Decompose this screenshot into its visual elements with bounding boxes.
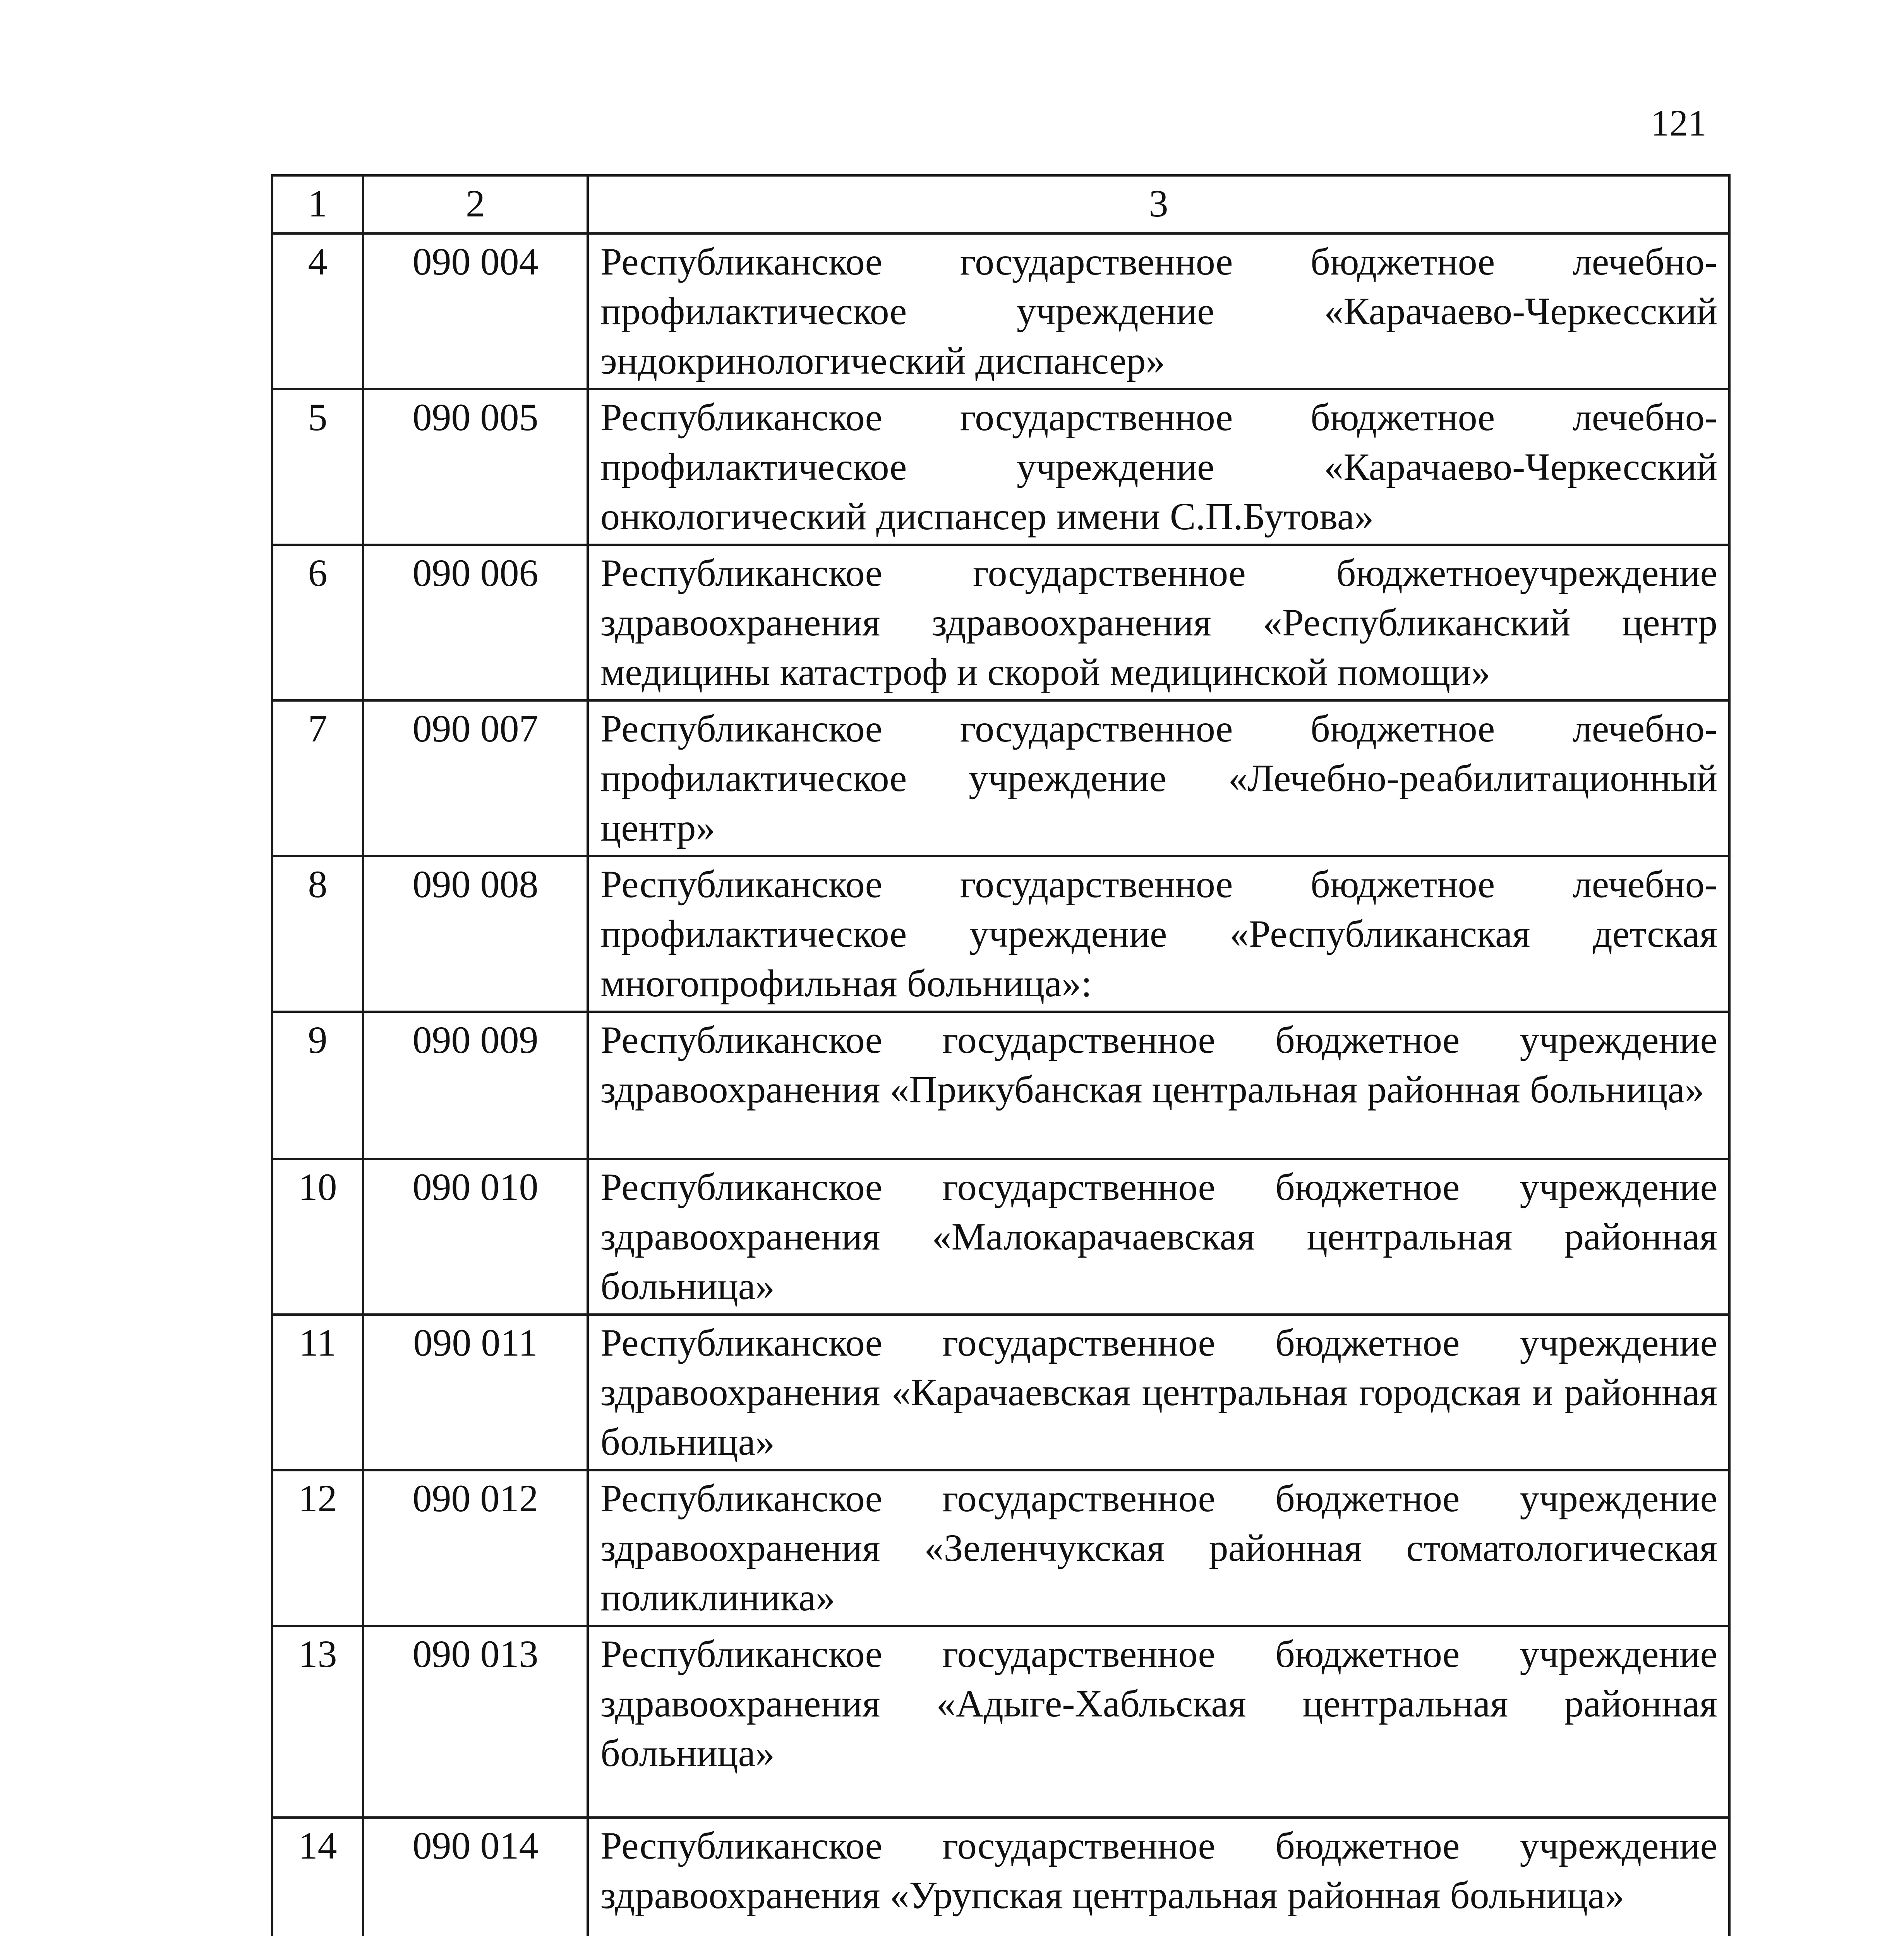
institutions-table [271, 174, 1731, 1936]
row-number: 8 [272, 856, 363, 1012]
table-row [272, 389, 1729, 545]
row-code: 090 005 [363, 389, 588, 545]
table-row [272, 700, 1729, 856]
row-institution-name: Республиканское государственное бюджетное учреждение здравоохранения «Адыге-Хабльская центральная районная больница» [588, 1626, 1729, 1818]
column-header-name: 3 [588, 175, 1729, 233]
row-institution-name: Республиканское государственное бюджетное лечебно-профилактическое учреждение «Карачаево-Черкесский эндокринологический диспансер» [588, 233, 1729, 389]
row-number: 10 [272, 1159, 363, 1315]
row-number: 6 [272, 545, 363, 700]
row-code: 090 009 [363, 1012, 588, 1159]
table-row [272, 233, 1729, 389]
row-institution-name: Республиканское государственное бюджетное лечебно-профилактическое учреждение «Лечебно-реабилитационный центр» [588, 700, 1729, 856]
table-row [272, 1470, 1729, 1626]
row-number: 4 [272, 233, 363, 389]
row-code: 090 013 [363, 1626, 588, 1818]
row-number: 13 [272, 1626, 363, 1818]
table-row [272, 1315, 1729, 1470]
row-institution-name: Республиканское государственное бюджетное учреждение здравоохранения «Прикубанская центральная районная больница» [588, 1012, 1729, 1159]
table-row [272, 1818, 1729, 1936]
row-institution-name: Республиканское государственное бюджетное лечебно-профилактическое учреждение «Карачаево-Черкесский онкологический диспансер имени С.П.Бутова» [588, 389, 1729, 545]
column-header-code: 2 [363, 175, 588, 233]
row-code: 090 010 [363, 1159, 588, 1315]
table-row [272, 545, 1729, 700]
row-institution-name: Республиканское государственное бюджетноеучреждение здравоохранения здравоохранения «Республиканский центр медицины катастроф и скорой медицинской помощи» [588, 545, 1729, 700]
table-header-row [272, 175, 1729, 233]
row-number: 9 [272, 1012, 363, 1159]
row-code: 090 014 [363, 1818, 588, 1936]
row-code: 090 004 [363, 233, 588, 389]
row-number: 12 [272, 1470, 363, 1626]
row-number: 11 [272, 1315, 363, 1470]
row-institution-name: Республиканское государственное бюджетное учреждение здравоохранения «Зеленчукская районная стоматологическая поликлиника» [588, 1470, 1729, 1626]
row-code: 090 007 [363, 700, 588, 856]
row-number: 5 [272, 389, 363, 545]
row-institution-name: Республиканское государственное бюджетное учреждение здравоохранения «Карачаевская центральная городская и районная больница» [588, 1315, 1729, 1470]
table-row [272, 1626, 1729, 1818]
page-number: 121 [1651, 102, 1707, 144]
row-institution-name: Республиканское государственное бюджетное лечебно-профилактическое учреждение «Республиканская детская многопрофильная больница»: [588, 856, 1729, 1012]
row-code: 090 012 [363, 1470, 588, 1626]
table-row [272, 1012, 1729, 1159]
row-number: 14 [272, 1818, 363, 1936]
row-code: 090 011 [363, 1315, 588, 1470]
row-code: 090 006 [363, 545, 588, 700]
row-number: 7 [272, 700, 363, 856]
row-institution-name: Республиканское государственное бюджетное учреждение здравоохранения «Урупская центральная районная больница» [588, 1818, 1729, 1936]
table-row [272, 856, 1729, 1012]
row-institution-name: Республиканское государственное бюджетное учреждение здравоохранения «Малокарачаевская центральная районная больница» [588, 1159, 1729, 1315]
row-code: 090 008 [363, 856, 588, 1012]
table-row [272, 1159, 1729, 1315]
column-header-number: 1 [272, 175, 363, 233]
